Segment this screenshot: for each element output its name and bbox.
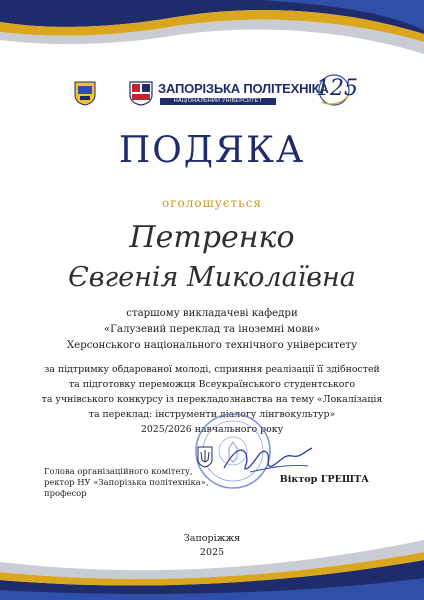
university-subtitle: НАЦІОНАЛЬНИЙ УНІВЕРСИТЕТ — [160, 98, 276, 105]
signer-title — [44, 466, 209, 499]
reason-line: та переклад: інструменти діалогу лінгвокультур» — [88, 409, 336, 420]
signer-title-line: ректор НУ «Запорізька політехніка», — [44, 477, 209, 487]
faculty-crest-logo — [72, 80, 98, 106]
signer-title-line: професор — [44, 488, 87, 498]
recipient-surname: Петренко — [129, 220, 295, 255]
university-emblem-icon — [128, 80, 154, 106]
reason-line: 2025/2026 навчального року — [140, 424, 284, 435]
announcement-text: оголошується — [162, 196, 262, 210]
recipient-position — [0, 306, 424, 354]
reason-line: та підготовку переможця Всеукраїнського студентського — [68, 379, 356, 390]
year: 2025 — [199, 547, 225, 558]
logos-row — [0, 70, 424, 114]
recipient-given-names: Євгенія Миколаївна — [68, 262, 356, 293]
recipient-line: Херсонського національного технічного університету — [66, 340, 358, 351]
certificate-title: ПОДЯКА — [118, 130, 306, 171]
signer-title-line: Голова організаційного комітету, — [44, 466, 193, 476]
anniversary-logo — [312, 70, 358, 110]
anniversary-number: 125 — [316, 76, 358, 101]
city: Запоріжжя — [183, 533, 241, 544]
reason-line: за підтримку обдарованої молоді, сприяння реалізації її здібностей — [44, 364, 380, 375]
recipient-line: «Галузевий переклад та іноземні мови» — [103, 324, 321, 335]
reason-line: та учнівського конкурсу із перекладознавства на тему «Локалізація — [41, 394, 383, 405]
university-logo — [128, 80, 329, 110]
university-name: ЗАПОРІЗЬКА ПОЛІТЕХНІКА — [158, 81, 329, 96]
coat-of-arms-icon — [197, 446, 213, 468]
recipient-line: старшому викладачеві кафедри — [126, 308, 298, 319]
signer-name: Віктор ГРЕШТА — [279, 474, 369, 485]
